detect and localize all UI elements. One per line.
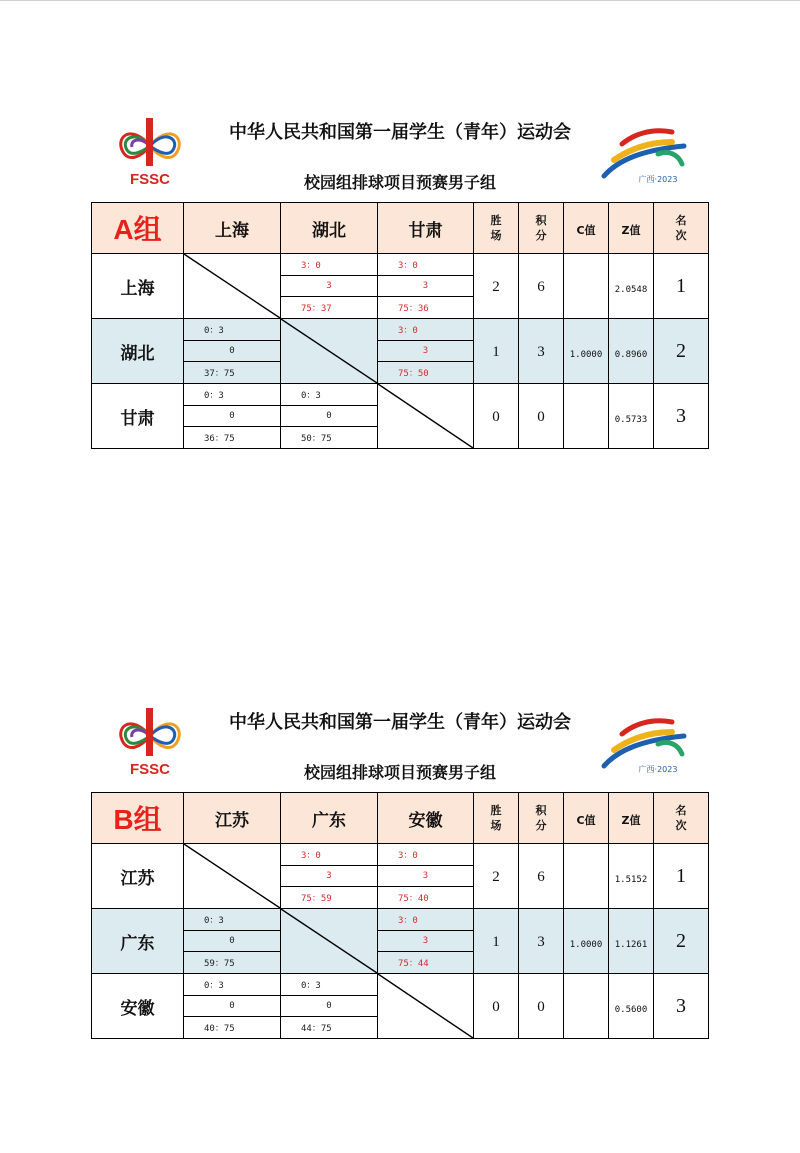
match-result-cell <box>281 844 378 909</box>
self-match-cell <box>281 319 378 384</box>
column-z-value: Z值 <box>609 793 654 844</box>
svg-text:广西·2023: 广西·2023 <box>638 175 678 184</box>
total-points: 75：40 <box>378 886 473 908</box>
c-value: 1.0000 <box>564 319 609 384</box>
row-team-name: 江苏 <box>92 844 184 909</box>
set-score: 0：3 <box>204 980 224 991</box>
match-result-cell <box>378 844 474 909</box>
self-match-cell <box>184 254 281 319</box>
row-team-name: 安徽 <box>92 974 184 1039</box>
match-points: 0 <box>184 340 280 362</box>
total-points: 40：75 <box>184 1016 280 1038</box>
set-score: 3：0 <box>301 260 321 271</box>
total-points: 75：59 <box>281 886 377 908</box>
standings-table <box>91 792 709 1039</box>
table-row <box>92 974 709 1039</box>
set-score: 0：3 <box>204 325 224 336</box>
match-result-cell <box>281 254 378 319</box>
self-match-cell <box>184 844 281 909</box>
set-score: 3：0 <box>301 850 321 861</box>
column-rank: 名次 <box>654 203 709 254</box>
standings-sheet-a <box>0 110 800 470</box>
header-row <box>92 793 709 844</box>
rank-value: 3 <box>654 384 709 449</box>
match-result-cell <box>378 909 474 974</box>
match-result-cell <box>281 384 378 449</box>
z-value: 1.5152 <box>609 844 654 909</box>
wins-value: 1 <box>474 909 519 974</box>
svg-text:广西·2023: 广西·2023 <box>638 765 678 774</box>
table-row <box>92 844 709 909</box>
event-title: 中华人民共和国第一届学生（青年）运动会 <box>229 122 571 143</box>
set-score: 3：0 <box>398 850 418 861</box>
rank-value: 1 <box>654 844 709 909</box>
c-value <box>564 254 609 319</box>
z-value: 2.0548 <box>609 254 654 319</box>
column-team-1: 江苏 <box>184 793 281 844</box>
rank-value: 2 <box>654 319 709 384</box>
row-team-name: 广东 <box>92 909 184 974</box>
set-score: 0：3 <box>301 980 321 991</box>
table-row <box>92 319 709 384</box>
total-points: 59：75 <box>184 951 280 973</box>
match-result-cell <box>184 909 281 974</box>
points-value: 6 <box>519 844 564 909</box>
row-team-name: 甘肃 <box>92 384 184 449</box>
svg-text:FSSC: FSSC <box>129 761 171 778</box>
top-border <box>0 0 800 1</box>
total-points: 75：37 <box>281 296 377 318</box>
group-label: B组 <box>92 793 184 844</box>
row-team-name: 湖北 <box>92 319 184 384</box>
match-points: 0 <box>184 930 280 952</box>
z-value: 0.5600 <box>609 974 654 1039</box>
points-value: 3 <box>519 909 564 974</box>
standings-table <box>91 202 709 449</box>
table-row <box>92 909 709 974</box>
match-points: 0 <box>281 995 377 1017</box>
total-points: 36：75 <box>184 426 280 448</box>
table-row <box>92 254 709 319</box>
header-row <box>92 203 709 254</box>
total-points: 75：50 <box>378 361 473 383</box>
match-result-cell <box>184 319 281 384</box>
rank-value: 1 <box>654 254 709 319</box>
z-value: 0.5733 <box>609 384 654 449</box>
total-points: 50：75 <box>281 426 377 448</box>
total-points: 44：75 <box>281 1016 377 1038</box>
games-2023-logo-icon <box>598 120 690 186</box>
match-result-cell <box>184 974 281 1039</box>
standings-sheet-b <box>0 700 800 1060</box>
match-points: 3 <box>378 340 473 362</box>
match-result-cell <box>281 974 378 1039</box>
event-subtitle: 校园组排球项目预赛男子组 <box>303 763 496 782</box>
wins-value: 0 <box>474 974 519 1039</box>
match-points: 0 <box>184 995 280 1017</box>
wins-value: 1 <box>474 319 519 384</box>
match-result-cell <box>184 384 281 449</box>
column-wins: 胜场 <box>474 203 519 254</box>
set-score: 3：0 <box>398 325 418 336</box>
set-score: 0：3 <box>204 390 224 401</box>
total-points: 75：44 <box>378 951 473 973</box>
match-points: 3 <box>378 275 473 297</box>
total-points: 37：75 <box>184 361 280 383</box>
table-row <box>92 384 709 449</box>
column-team-2: 广东 <box>281 793 378 844</box>
self-match-cell <box>281 909 378 974</box>
points-value: 3 <box>519 319 564 384</box>
set-score: 0：3 <box>301 390 321 401</box>
c-value <box>564 844 609 909</box>
match-points: 0 <box>281 405 377 427</box>
column-team-1: 上海 <box>184 203 281 254</box>
z-value: 0.8960 <box>609 319 654 384</box>
set-score: 0：3 <box>204 915 224 926</box>
svg-text:FSSC: FSSC <box>129 171 171 188</box>
column-c-value: C值 <box>564 793 609 844</box>
match-points: 3 <box>281 275 377 297</box>
column-points: 积分 <box>519 203 564 254</box>
c-value <box>564 974 609 1039</box>
rank-value: 2 <box>654 909 709 974</box>
column-c-value: C值 <box>564 203 609 254</box>
column-rank: 名次 <box>654 793 709 844</box>
column-points: 积分 <box>519 793 564 844</box>
match-points: 3 <box>281 865 377 887</box>
column-z-value: Z值 <box>609 203 654 254</box>
rank-value: 3 <box>654 974 709 1039</box>
match-result-cell <box>378 254 474 319</box>
column-team-3: 安徽 <box>378 793 474 844</box>
match-points: 3 <box>378 865 473 887</box>
wins-value: 2 <box>474 844 519 909</box>
points-value: 0 <box>519 384 564 449</box>
self-match-cell <box>378 384 474 449</box>
match-result-cell <box>378 319 474 384</box>
wins-value: 2 <box>474 254 519 319</box>
self-match-cell <box>378 974 474 1039</box>
games-2023-logo-icon <box>598 710 690 776</box>
points-value: 6 <box>519 254 564 319</box>
total-points: 75：36 <box>378 296 473 318</box>
wins-value: 0 <box>474 384 519 449</box>
event-title: 中华人民共和国第一届学生（青年）运动会 <box>229 712 571 733</box>
c-value <box>564 384 609 449</box>
column-wins: 胜场 <box>474 793 519 844</box>
points-value: 0 <box>519 974 564 1039</box>
row-team-name: 上海 <box>92 254 184 319</box>
group-label: A组 <box>92 203 184 254</box>
c-value: 1.0000 <box>564 909 609 974</box>
match-points: 3 <box>378 930 473 952</box>
event-subtitle: 校园组排球项目预赛男子组 <box>303 173 496 192</box>
set-score: 3：0 <box>398 260 418 271</box>
column-team-3: 甘肃 <box>378 203 474 254</box>
set-score: 3：0 <box>398 915 418 926</box>
column-team-2: 湖北 <box>281 203 378 254</box>
z-value: 1.1261 <box>609 909 654 974</box>
match-points: 0 <box>184 405 280 427</box>
